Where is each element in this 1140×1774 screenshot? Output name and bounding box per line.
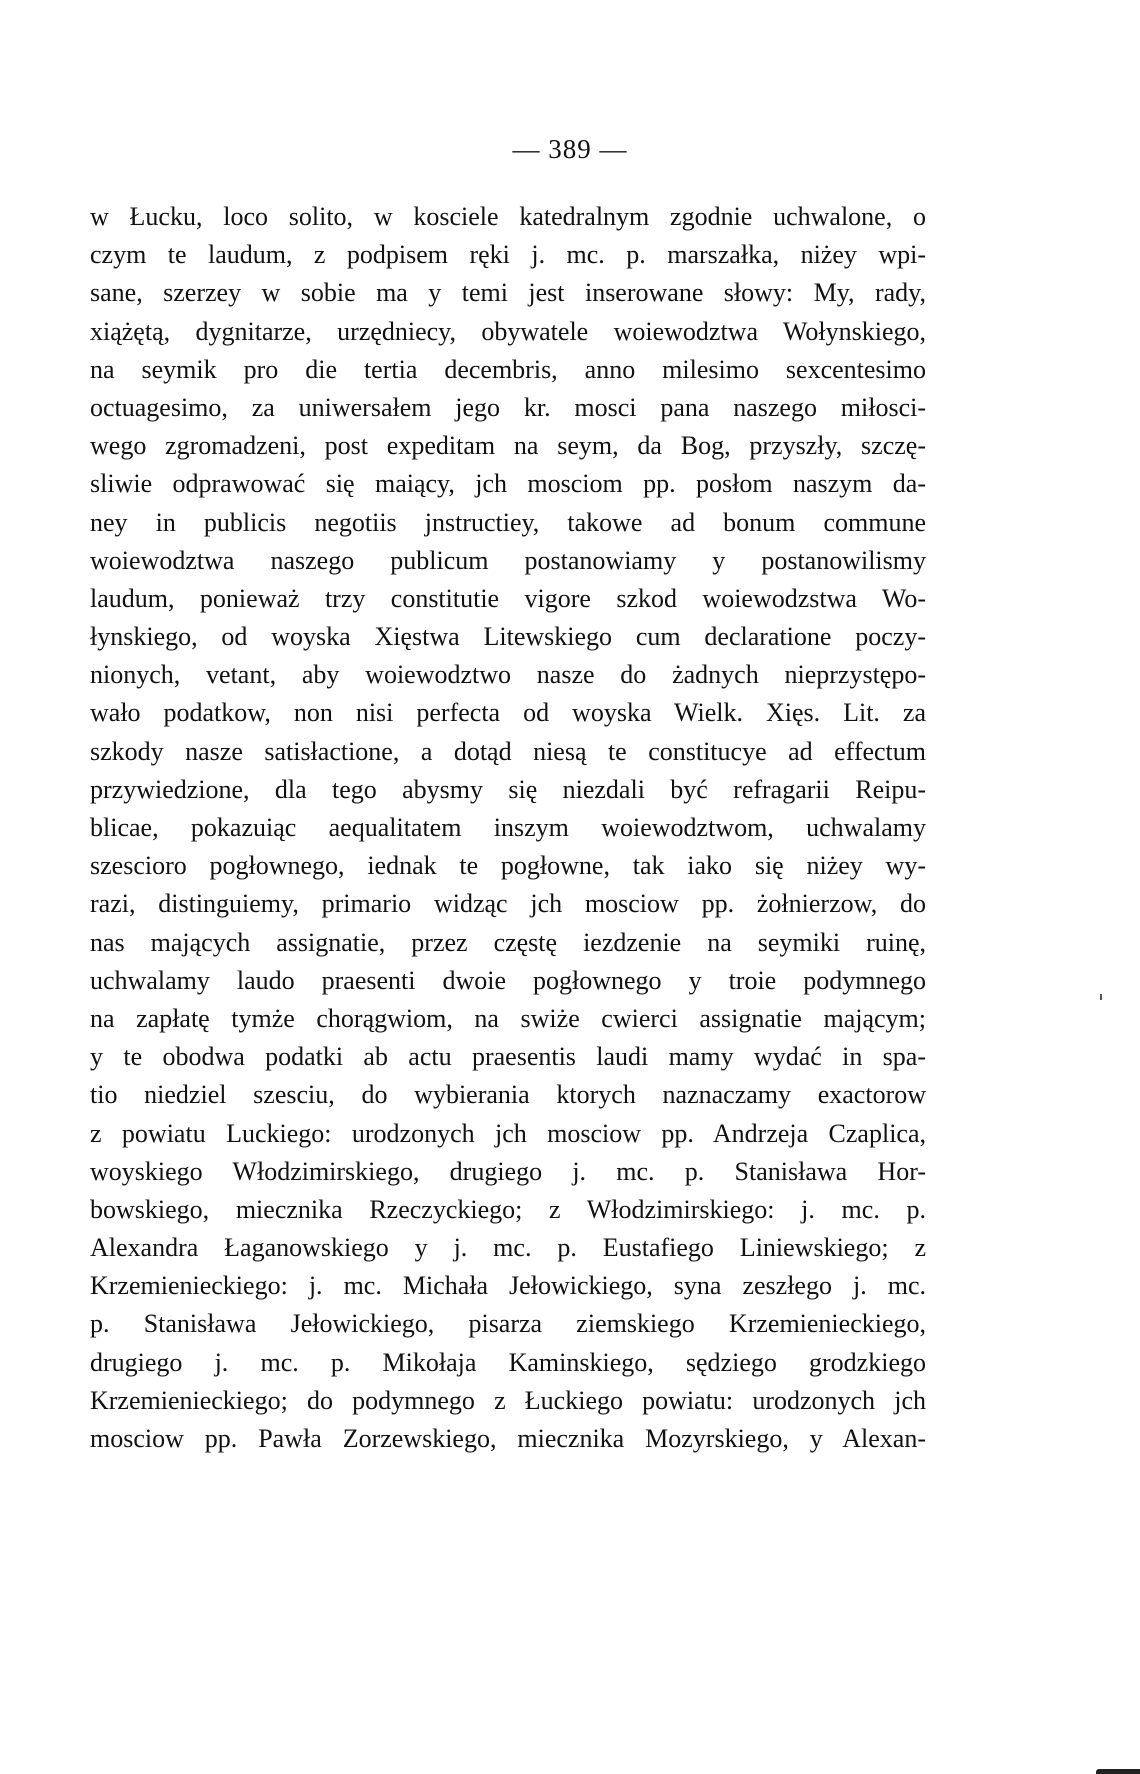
text-line: przywiedzione, dla tego abysmy się niezdali być refragarii Reipu- <box>90 774 926 804</box>
scan-edge-mark <box>1096 1769 1140 1774</box>
text-line: wało podatkow, non nisi perfecta od woyska Wielk. Xięs. Lit. za <box>90 698 926 728</box>
text-line: nionych, vetant, aby woiewodztwo nasze do żadnych nieprzystępo- <box>90 660 926 690</box>
text-line: mosciow pp. Pawła Zorzewskiego, miecznika Mozyrskiego, y Alexan- <box>90 1424 926 1453</box>
text-line: czym te laudum, z podpisem ręki j. mc. p. marszałka, niżey wpi- <box>90 240 926 270</box>
text-line: sliwie odprawować się maiący, jch mosciom pp. posłom naszym da- <box>90 469 926 499</box>
text-line: ney in publicis negotiis jnstructiey, takowe ad bonum commune <box>90 507 926 537</box>
text-line: szescioro pogłownego, iednak te pogłowne, tak iako się niżey wy- <box>90 851 926 881</box>
text-line: drugiego j. mc. p. Mikołaja Kaminskiego, sędziego grodzkiego <box>90 1347 926 1377</box>
print-speck <box>1100 994 1102 1000</box>
text-line: Krzemienieckiego: j. mc. Michała Jełowickiego, syna zeszłego j. mc. <box>90 1271 926 1301</box>
page-number: — 389 — <box>512 134 628 164</box>
text-line: w Łucku, loco solito, w kosciele katedralnym zgodnie uchwalone, o <box>90 202 926 231</box>
text-line: Krzemienieckiego; do podymnego z Łuckiego powiatu: urodzonych jch <box>90 1385 926 1415</box>
text-line: sane, szerzey w sobie ma y temi jest inserowane słowy: My, rady, <box>90 278 926 308</box>
text-line: wego zgromadzeni, post expeditam na seym, da Bog, przyszły, szczę- <box>90 431 926 461</box>
text-line: Alexandra Łaganowskiego y j. mc. p. Eustafiego Liniewskiego; z <box>90 1233 926 1263</box>
body-text <box>90 198 926 1458</box>
text-line: xiążętą, dygnitarze, urzędniecy, obywatele woiewodztwa Wołynskiego, <box>90 316 926 346</box>
text-line: woiewodztwa naszego publicum postanowiamy y postanowilismy <box>90 545 926 575</box>
text-line: bowskiego, miecznika Rzeczyckiego; z Włodzimirskiego: j. mc. p. <box>90 1194 926 1224</box>
text-line: octuagesimo, za uniwersałem jego kr. mosci pana naszego miłosci- <box>90 392 926 422</box>
text-line: laudum, ponieważ trzy constitutie vigore szkod woiewodzstwa Wo- <box>90 583 926 613</box>
text-line: woyskiego Włodzimirskiego, drugiego j. mc. p. Stanisława Hor- <box>90 1156 926 1186</box>
text-line: nas mających assignatie, przez częstę iezdzenie na seymiki ruinę, <box>90 927 926 957</box>
text-line: p. Stanisława Jełowickiego, pisarza ziemskiego Krzemienieckiego, <box>90 1309 926 1339</box>
text-line: łynskiego, od woyska Xięstwa Litewskiego cum declaratione poczy- <box>90 622 926 652</box>
text-line: na zapłatę tymże chorągwiom, na swiże cwierci assignatie mającym; <box>90 1003 926 1033</box>
text-line: uchwalamy laudo praesenti dwoie pogłownego y troie podymnego <box>90 965 926 995</box>
text-line: szkody nasze satisłactione, a dotąd niesą te constitucye ad effectum <box>90 736 926 766</box>
text-line: razi, distinguiemy, primario widząc jch mosciow pp. żołnierzow, do <box>90 889 926 919</box>
text-line: z powiatu Luckiego: urodzonych jch mosciow pp. Andrzeja Czaplica, <box>90 1118 926 1148</box>
text-line: na seymik pro die tertia decembris, anno milesimo sexcentesimo <box>90 354 926 384</box>
text-line: y te obodwa podatki ab actu praesentis laudi mamy wydać in spa- <box>90 1042 926 1072</box>
text-line: tio niedziel szesciu, do wybierania ktorych naznaczamy exactorow <box>90 1080 926 1110</box>
text-line: blicae, pokazuiąc aequalitatem inszym woiewodztwom, uchwalamy <box>90 813 926 842</box>
